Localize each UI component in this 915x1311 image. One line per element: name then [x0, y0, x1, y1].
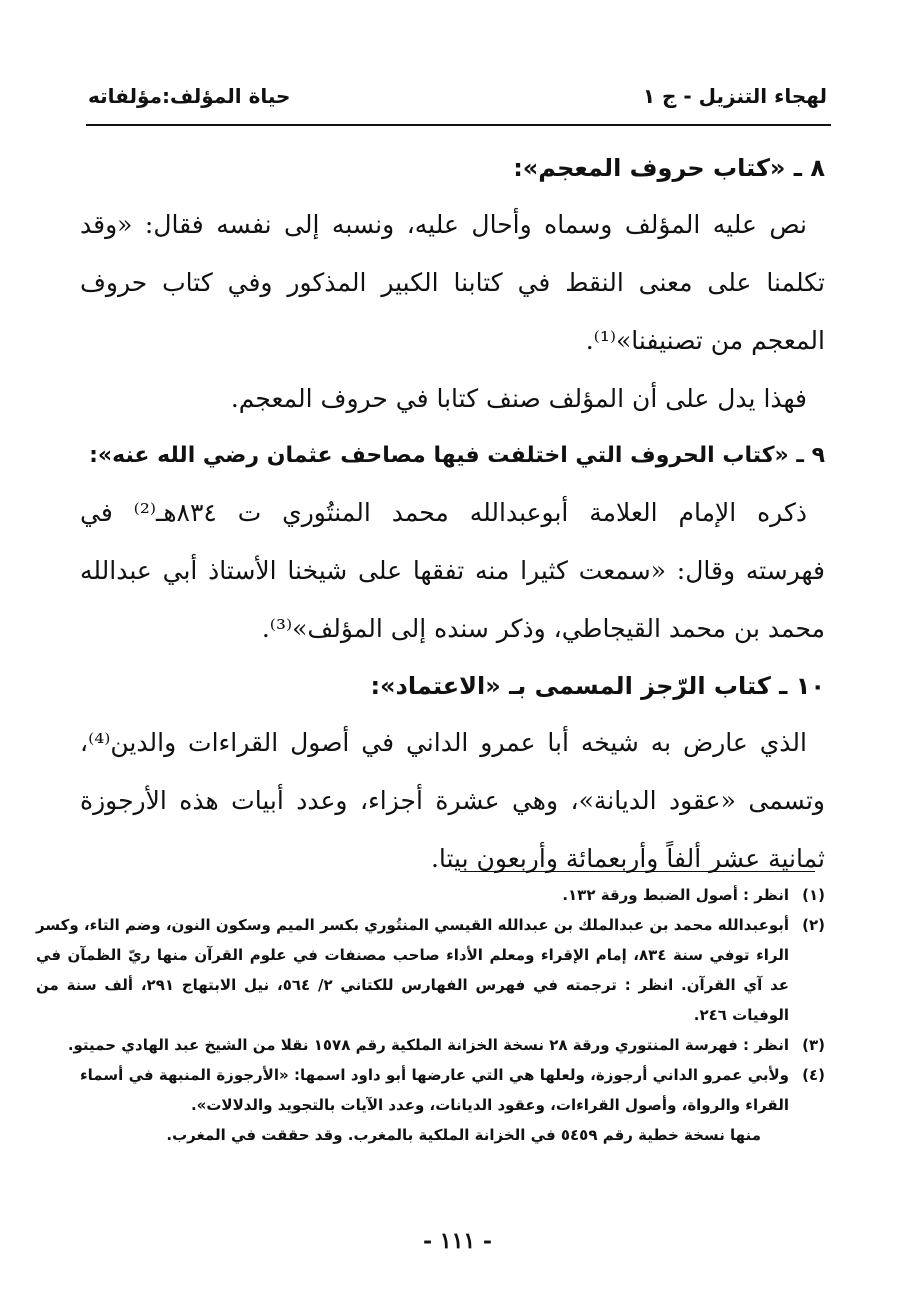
- text-line: ثمانية عشر ألفاً وأربعمائة وأربعون بيتا.: [430, 844, 825, 873]
- footnote: [80, 1060, 825, 1150]
- footnote-number: (٤): [802, 1066, 825, 1084]
- section-heading: ١٠ ـ كتاب الرّجز المسمى بـ «الاعتماد»:: [370, 672, 825, 700]
- paragraph: [80, 196, 825, 370]
- footnote-line: أبوعبدالله محمد بن عبدالملك بن عبدالله القيسي المنتُوري بكسر الميم وسكون النون، وضم التاء، وكسر: [36, 916, 789, 934]
- footnote-line: انظر : فهرسة المنتوري ورقة ٢٨ نسخة الخزانة الملكية رقم ١٥٧٨ نقلا من الشيخ عبد الهادي حميتو.: [67, 1036, 789, 1054]
- footnote-rule: [460, 871, 815, 872]
- running-header: [88, 76, 827, 116]
- text-line: ذكره الإمام العلامة أبوعبدالله محمد المنتُوري ت ٨٣٤هـ⁽²⁾ في: [80, 498, 807, 527]
- main-text: [80, 140, 825, 888]
- paragraph: [80, 370, 825, 428]
- footnote: [36, 910, 825, 1030]
- footnote-line: عد آي القرآن. انظر : ترجمته في فهرس الفهارس للكتاني ٢/ ٥٦٤، نيل الابتهاج ٢٩١، ألف سنة من: [36, 976, 790, 994]
- text-line: وتسمى «عقود الديانة»، وهي عشرة أجزاء، وعدد أبيات هذه الأرجوزة: [80, 786, 825, 815]
- paragraph: [80, 484, 825, 658]
- footnote-line: انظر : أصول الضبط ورقة ١٣٢.: [562, 886, 789, 904]
- text-line: فهرسته وقال: «سمعت كثيرا منه تفقها على شيخنا الأستاذ أبي عبدالله: [80, 556, 825, 585]
- text-line: نص عليه المؤلف وسماه وأحال عليه، ونسبه إلى نفسه فقال: «وقد: [80, 210, 807, 239]
- footnotes: [36, 880, 825, 1150]
- text-line: تكلمنا على معنى النقط في كتابنا الكبير المذكور وفي كتاب حروف: [80, 268, 825, 297]
- header-section-title: حياة المؤلف:مؤلفاته: [88, 84, 291, 108]
- footnote-number: (٣): [802, 1036, 825, 1054]
- text-line: المعجم من تصنيفنا»⁽¹⁾.: [585, 326, 825, 355]
- section-heading: ٨ ـ «كتاب حروف المعجم»:: [513, 154, 825, 182]
- footnote: [67, 1030, 825, 1060]
- text-line: فهذا يدل على أن المؤلف صنف كتابا في حروف المعجم.: [230, 384, 807, 413]
- page-number: - ١١١ -: [422, 1228, 493, 1254]
- paragraph: [80, 714, 825, 888]
- footnote-line: الراء توفي سنة ٨٣٤، إمام الإقراء ومعلم الأداء صاحب مصنفات في علوم القرآن منها ريّ الظمآن في: [36, 946, 789, 964]
- text-line: الذي عارض به شيخه أبا عمرو الداني في أصول القراءات والدين⁽⁴⁾،: [80, 728, 807, 757]
- section-heading: ٩ ـ «كتاب الحروف التي اختلفت فيها مصاحف عثمان رضي الله عنه»:: [89, 443, 825, 468]
- footnote-line: منها نسخة خطية رقم ٥٤٥٩ في الخزانة الملكية بالمغرب. وقد حققت في المغرب.: [166, 1126, 761, 1144]
- footnote-number: (١): [802, 886, 825, 904]
- footnote-line: ولأبي عمرو الداني أرجوزة، ولعلها هي التي عارضها أبو داود اسمها: «الأرجوزة المنبهة في أسماء: [80, 1066, 789, 1084]
- footnote: [80, 880, 825, 910]
- footnote-number: (٢): [802, 916, 825, 934]
- header-rule: [86, 124, 831, 126]
- header-book-title: لهجاء التنزيل - ج ١: [642, 84, 827, 108]
- text-line: محمد بن محمد القيجاطي، وذكر سنده إلى المؤلف»⁽³⁾.: [261, 614, 825, 643]
- footnote-line: الوفيات ٢٤٦.: [693, 1006, 789, 1024]
- footnote-line: القراء والرواة، وأصول القراءات، وعقود الديانات، وعدد الآيات بالتجويد والدلالات».: [190, 1096, 789, 1114]
